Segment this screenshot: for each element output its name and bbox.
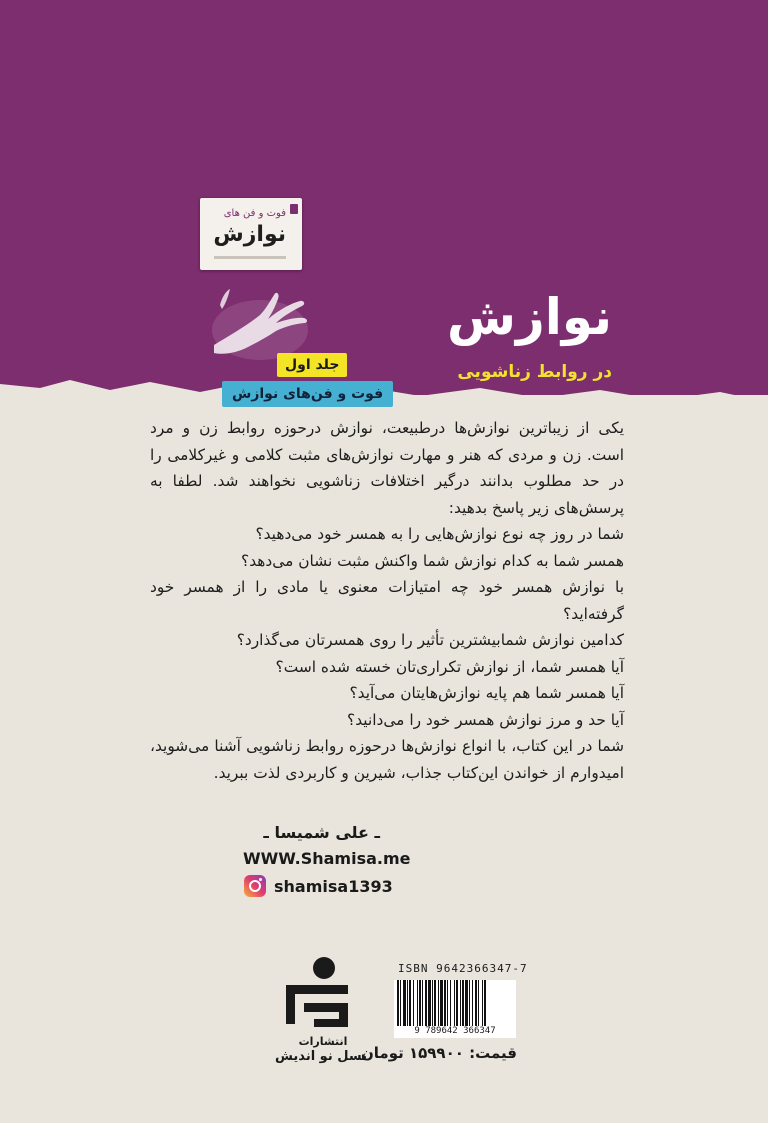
blurb-text — [150, 415, 624, 786]
instagram-icon — [244, 875, 266, 897]
author-website[interactable]: WWW.Shamisa.me — [243, 849, 411, 868]
blurb-intro: یکی از زیباترین نوازش‌ها درطبیعت، نوازش درحوزه روابط زن و مرد است. زن و مردی که هنر و مهارت نوازش‌های مثبت کلامی و غیرکلامی را در حد مطلوب بدانند درگیر اختلافات زناشویی نخواهند شد. لطفا به پرسش‌های زیر پاسخ بدهید: — [150, 419, 624, 517]
book-title: نوازش — [446, 288, 612, 346]
hand-illustration — [200, 275, 315, 365]
question-5: آیا همسر شما، از نوازش تکراری‌تان خسته شده است؟ — [275, 657, 624, 676]
question-3: با نوازش همسر خود چه امتیازات معنوی یا مادی را از همسر خود گرفته‌اید؟ — [150, 578, 624, 623]
question-1: شما در روز چه نوع نوازش‌هایی را به همسر خود می‌دهید؟ — [255, 525, 624, 543]
barcode-number: 9 789642 366347 — [414, 1026, 496, 1036]
publisher-logo — [278, 955, 356, 1033]
question-4: کدامین نوازش شمابیشترین تأثیر را روی همسرتان می‌گذارد؟ — [236, 631, 624, 649]
mini-cover-rule — [214, 256, 286, 259]
author-signature: ـ علی شمیسا ـ — [263, 823, 380, 842]
question-7: آیا حد و مرز نوازش همسر خود را می‌دانید؟ — [347, 710, 624, 729]
question-6: آیا همسر شما هم پایه نوازش‌هایتان می‌آید؟ — [349, 684, 624, 702]
mini-book-cover — [200, 198, 302, 270]
mini-cover-title: نوازش — [213, 222, 286, 247]
instagram-handle: shamisa1393 — [274, 876, 393, 896]
barcode — [394, 980, 516, 1038]
book-subtitle: در روابط زناشویی — [457, 362, 612, 382]
cover-top-band — [0, 0, 768, 395]
question-2: همسر شما به کدام نوازش شما واکنش مثبت نشان می‌دهد؟ — [241, 551, 624, 570]
instagram-row[interactable] — [244, 874, 393, 898]
price-label: قیمت: ۱۵۹۹۰۰ تومان — [360, 1044, 517, 1062]
barcode-bars — [396, 980, 514, 1026]
volume-badge: جلد اول — [277, 353, 347, 377]
publisher-label: انتشارات — [298, 1035, 348, 1048]
blurb-closing: شما در این کتاب، با انواع نوازش‌ها درحوزه روابط زناشویی آشنا می‌شوید، امیدوارم از خواندن این‌کتاب جذاب، شیرین و کاربردی لذت ببرید. — [150, 737, 624, 782]
isbn-text: ISBN 9642366347-7 — [398, 962, 528, 975]
series-badge: فوت و فن‌های نوازش — [222, 381, 393, 407]
publisher-name: نسل نو اندیش — [275, 1049, 367, 1064]
mini-cover-subtitle: فوت و فن های — [223, 208, 286, 219]
mini-cover-logo — [290, 204, 298, 214]
